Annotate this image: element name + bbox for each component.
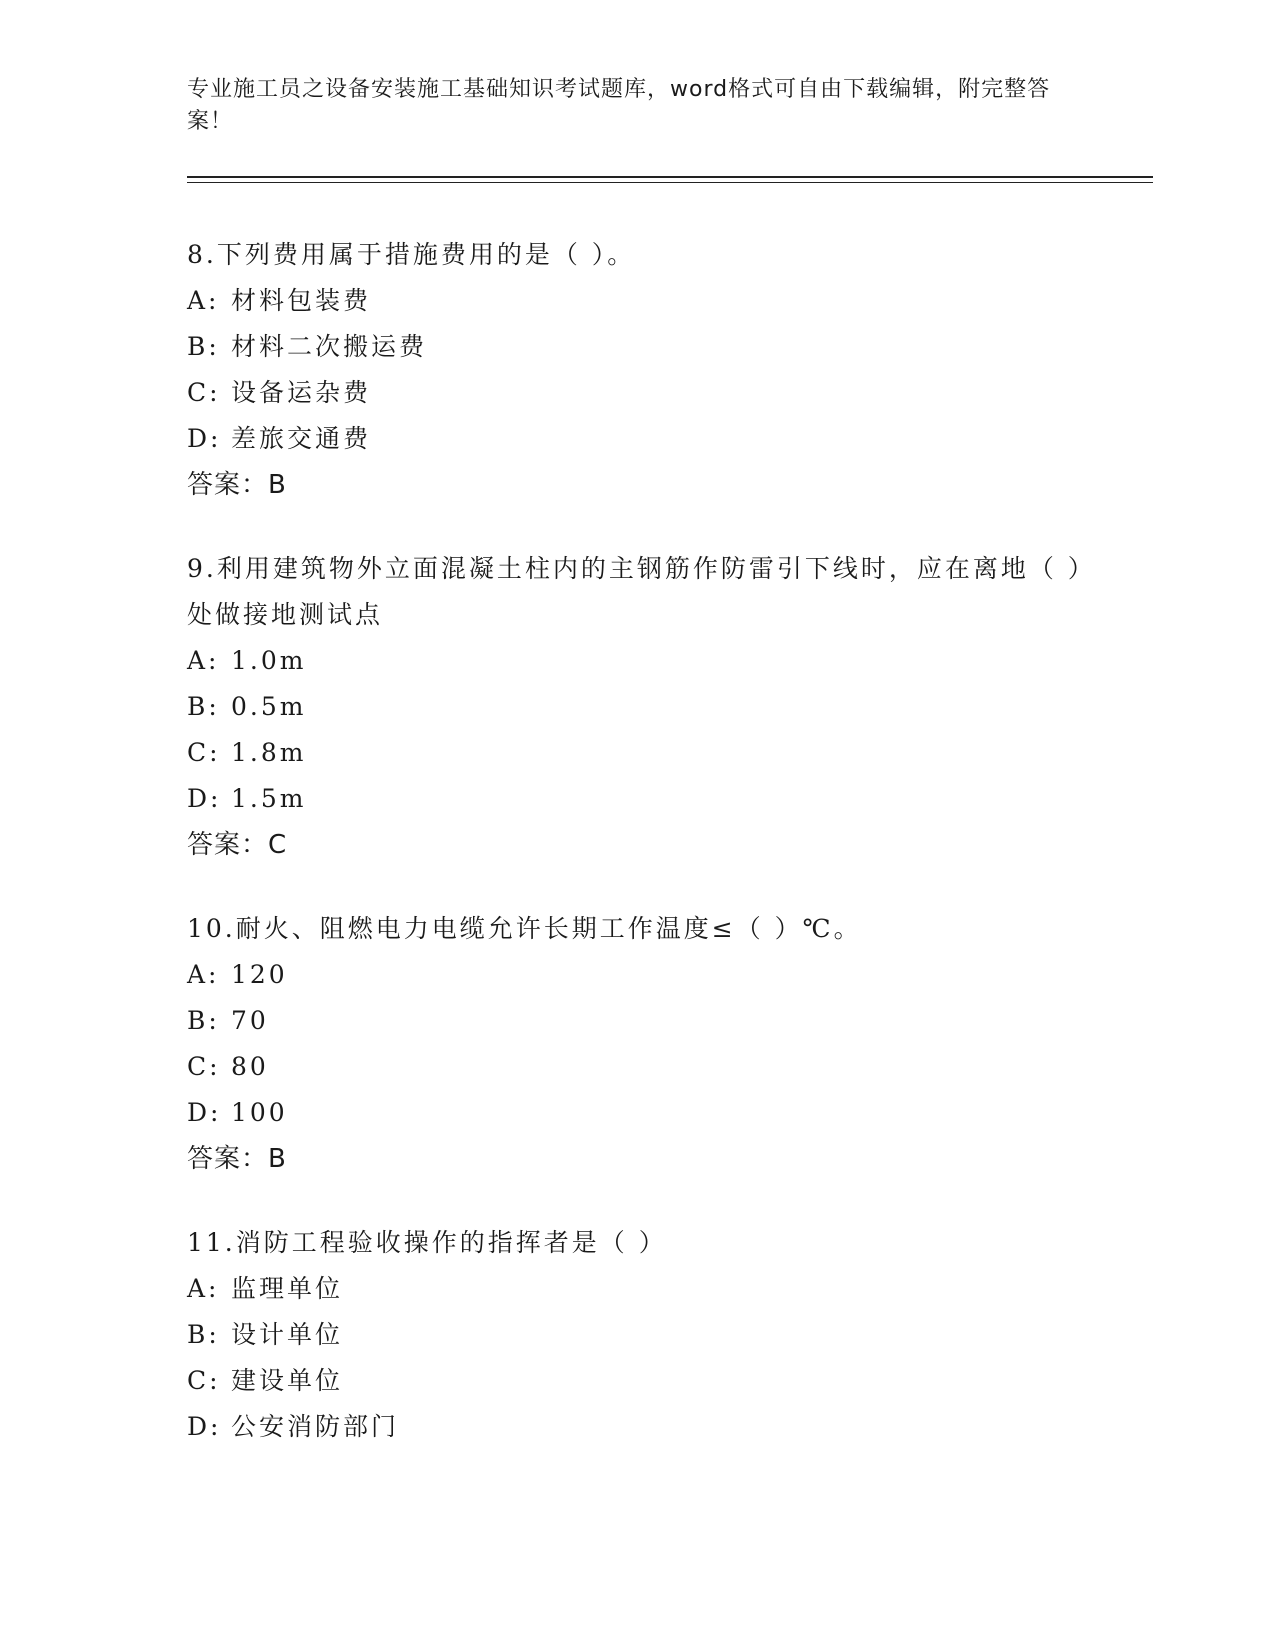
- option-text: 80: [231, 1052, 269, 1081]
- answer-line: 答案：B: [187, 1144, 287, 1174]
- option-letter: C:: [187, 378, 221, 407]
- option-b: [187, 998, 1087, 1044]
- option-text: 100: [231, 1098, 288, 1127]
- option-text: 监理单位: [231, 1274, 344, 1303]
- option-a: [187, 638, 1087, 684]
- option-text: 0.5m: [231, 692, 307, 721]
- option-d: [187, 416, 1087, 462]
- option-letter: B:: [187, 1006, 220, 1035]
- option-a: [187, 952, 1087, 998]
- option-letter: D:: [187, 1098, 222, 1127]
- option-text: 设计单位: [231, 1320, 344, 1349]
- option-text: 70: [231, 1006, 269, 1035]
- option-text: 1.0m: [231, 646, 307, 675]
- header-rule-bottom: [187, 182, 1153, 183]
- option-b: [187, 1312, 1087, 1358]
- option-letter: C:: [187, 1052, 221, 1081]
- option-a: [187, 1266, 1087, 1312]
- header-rule-top: [187, 176, 1153, 178]
- option-b: [187, 324, 1087, 370]
- option-d: [187, 1404, 1087, 1450]
- option-letter: D:: [187, 784, 222, 813]
- question-11: [187, 1220, 1087, 1450]
- option-letter: B:: [187, 692, 220, 721]
- option-text: 材料包装费: [231, 286, 372, 315]
- question-text: 8.下列费用属于措施费用的是（ ）。: [187, 240, 636, 269]
- option-text: 120: [231, 960, 288, 989]
- option-text: 材料二次搬运费: [231, 332, 428, 361]
- answer-line: 答案：B: [187, 470, 287, 500]
- question-9: [187, 546, 1087, 868]
- option-text: 设备运杂费: [231, 378, 372, 407]
- option-text: 公安消防部门: [231, 1412, 400, 1441]
- question-text: 10.耐火、阻燃电力电缆允许长期工作温度≤（ ）℃。: [187, 914, 862, 943]
- option-text: 建设单位: [231, 1366, 344, 1395]
- option-letter: B:: [187, 1320, 220, 1349]
- option-letter: B:: [187, 332, 220, 361]
- option-letter: D:: [187, 1412, 222, 1441]
- option-c: [187, 1358, 1087, 1404]
- option-text: 差旅交通费: [231, 424, 372, 453]
- option-letter: D:: [187, 424, 222, 453]
- option-letter: A:: [187, 1274, 220, 1303]
- question-list: [187, 232, 1087, 1488]
- question-10: [187, 906, 1087, 1182]
- option-c: [187, 730, 1087, 776]
- option-d: [187, 1090, 1087, 1136]
- page-header: 专业施工员之设备安装施工基础知识考试题库，word格式可自由下载编辑，附完整答案！: [187, 77, 1051, 134]
- option-letter: C:: [187, 1366, 221, 1395]
- option-letter: A:: [187, 960, 220, 989]
- question-8: [187, 232, 1087, 508]
- option-text: 1.8m: [231, 738, 307, 767]
- question-text: 9.利用建筑物外立面混凝土柱内的主钢筋作防雷引下线时，应在离地（ ）处做接地测试点: [187, 554, 1084, 629]
- answer-line: 答案：C: [187, 830, 288, 860]
- option-letter: A:: [187, 286, 220, 315]
- option-d: [187, 776, 1087, 822]
- option-a: [187, 278, 1087, 324]
- option-text: 1.5m: [231, 784, 307, 813]
- option-c: [187, 370, 1087, 416]
- option-letter: C:: [187, 738, 221, 767]
- question-text: 11.消防工程验收操作的指挥者是（ ）: [187, 1228, 667, 1257]
- option-c: [187, 1044, 1087, 1090]
- option-letter: A:: [187, 646, 220, 675]
- option-b: [187, 684, 1087, 730]
